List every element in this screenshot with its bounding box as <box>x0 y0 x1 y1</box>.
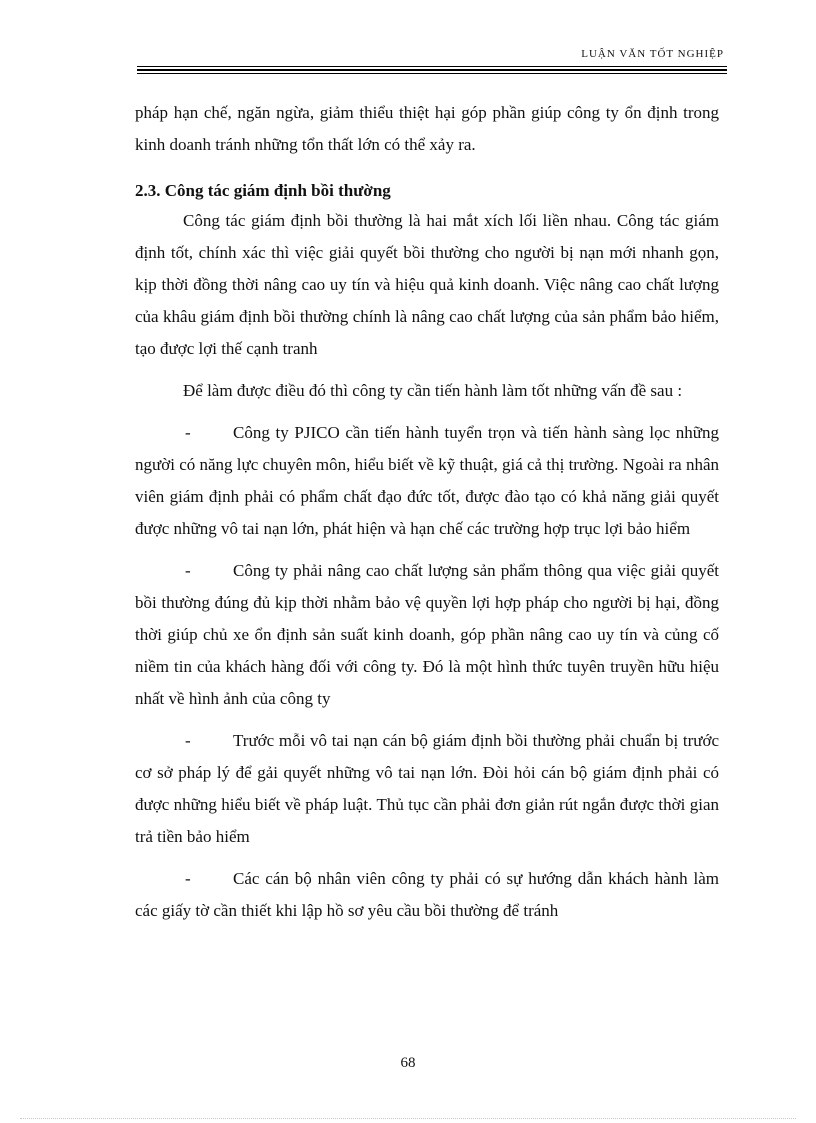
header-rule-middle <box>137 69 727 71</box>
header-title: LUẬN VĂN TỐT NGHIỆP <box>581 48 724 60</box>
bullet-marker: - <box>185 423 191 442</box>
continuation-paragraph: pháp hạn chế, ngăn ngừa, giảm thiểu thiệt hại góp phần giúp công ty ổn định trong kinh doanh tránh những tổn thất lớn có thể xảy ra. <box>135 103 719 154</box>
bullet-text: Công ty PJICO cần tiến hành tuyển trọn và tiến hành sàng lọc những người có năng lực chuyên môn, hiểu biết về kỹ thuật, giá cả thị trường. Ngoài ra nhân viên giám định phải có phẩm chất đạo đức tốt, được đào tạo có khả năng giải quyết được những vô tai nạn lớn, phát hiện và hạn chế các trường hợp trục lợi bảo hiểm <box>135 423 719 538</box>
page-number: 68 <box>400 1055 416 1071</box>
header-rule-bottom <box>137 73 727 74</box>
section-heading: 2.3. Công tác giám định bồi thường <box>135 181 391 200</box>
bullet-item <box>135 417 719 545</box>
header-rule-top <box>137 66 727 67</box>
bullet-marker: - <box>185 731 191 750</box>
page-body <box>135 97 719 927</box>
bullet-text: Trước mỗi vô tai nạn cán bộ giám định bồi thường phải chuẩn bị trước cơ sở pháp lý để gải quyết những vô tai nạn lớn. Đòi hỏi cán bộ giám định phải có được những hiểu biết về pháp luật. Thủ tục cần phải đơn giản rút ngắn được thời gian trả tiền bảo hiểm <box>135 731 719 846</box>
bullet-item <box>135 725 719 853</box>
bullet-text: Công ty phải nâng cao chất lượng sản phẩm thông qua việc giải quyết bồi thường đúng đủ kịp thời nhằm bảo vệ quyền lợi hợp pháp cho người bị hại, đồng thời giúp chủ xe ổn định sản suất kinh doanh, góp phần nâng cao uy tín và củng cố niềm tin của khách hàng đối với công ty. Đó là một hình thức tuyên truyền hữu hiệu nhất về hình ảnh của công ty <box>135 561 719 708</box>
bullet-item <box>135 555 719 715</box>
bullet-marker: - <box>185 561 191 580</box>
bullet-item <box>135 863 719 927</box>
lead-paragraph: Để làm được điều đó thì công ty cần tiến hành làm tốt những vấn đề sau : <box>183 381 683 400</box>
footer-dotted-rule <box>20 1118 796 1119</box>
bullet-text: Các cán bộ nhân viên công ty phải có sự hướng dẫn khách hành làm các giấy tờ cần thiết khi lập hồ sơ yêu cầu bồi thường để tránh <box>135 869 719 920</box>
bullet-marker: - <box>185 869 191 888</box>
intro-paragraph: Công tác giám định bồi thường là hai mắt xích lối liền nhau. Công tác giám định tốt, chính xác thì việc giải quyết bồi thường cho người bị nạn mới nhanh gọn, kịp thời đồng thời nâng cao uy tín và hiệu quả kinh doanh. Việc nâng cao chất lượng của khâu giám định bồi thường chính là nâng cao chất lượng của sản phẩm bảo hiểm, tạo được lợi thế cạnh tranh <box>135 211 719 358</box>
